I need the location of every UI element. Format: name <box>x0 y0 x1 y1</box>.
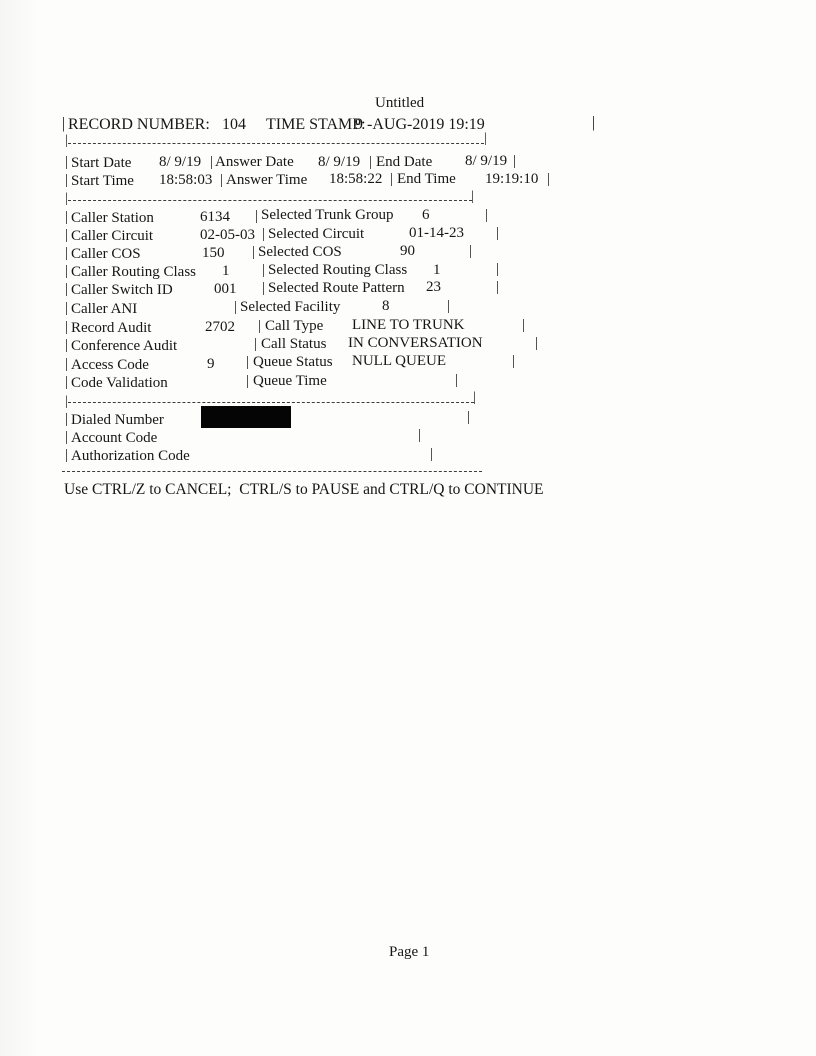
queue-status-label: Queue Status <box>253 354 333 370</box>
page-number: Page 1 <box>389 944 430 960</box>
caller-routing-class-label: Caller Routing Class <box>71 264 196 280</box>
caller-switch-id-value: 001 <box>214 281 237 297</box>
start-date-label: Start Date <box>71 155 132 171</box>
queue-time-label: Queue Time <box>253 373 327 389</box>
row-bar: | <box>65 154 69 170</box>
caller-switch-id-label: Caller Switch ID <box>71 282 173 298</box>
selected-cos-value: 90 <box>400 243 415 259</box>
separator-1-left-bar: | <box>65 133 68 148</box>
caller-routing-class-value: 1 <box>222 263 230 279</box>
col-bar: | <box>258 318 262 334</box>
scan-shadow <box>0 0 40 1056</box>
record-number-label: RECORD NUMBER: <box>68 116 210 133</box>
call-type-label: Call Type <box>265 318 324 334</box>
answer-date-label: Answer Date <box>215 154 294 170</box>
access-code-value: 9 <box>207 356 215 372</box>
separator-3-left-bar: | <box>65 394 68 409</box>
queue-status-value: NULL QUEUE <box>352 353 447 369</box>
answer-time-label: Answer Time <box>226 172 308 188</box>
col-bar: | <box>255 208 259 224</box>
authorization-code-label: Authorization Code <box>71 448 190 464</box>
answer-date-value: 8/ 9/19 <box>318 154 361 170</box>
dialed-number-label: Dialed Number <box>71 412 164 428</box>
conference-audit-label: Conference Audit <box>71 338 178 354</box>
row-bar: | <box>65 429 69 445</box>
row-end-bar: | <box>418 427 422 443</box>
row-bar: | <box>65 447 69 463</box>
row-bar: | <box>65 319 69 335</box>
col-bar: | <box>246 373 250 389</box>
record-audit-label: Record Audit <box>71 320 152 336</box>
row-bar: | <box>65 374 69 390</box>
caller-cos-label: Caller COS <box>71 246 141 262</box>
row-end-bar: | <box>535 335 539 351</box>
separator-1-right-bar: | <box>484 131 487 146</box>
row-end-bar: | <box>513 153 517 169</box>
selected-facility-label: Selected Facility <box>240 299 341 315</box>
col-bar: | <box>252 244 256 260</box>
row-end-bar: | <box>430 446 434 462</box>
row-end-bar: | <box>496 225 500 241</box>
end-time-label: End Time <box>397 171 456 187</box>
selected-cos-label: Selected COS <box>258 244 342 260</box>
separator-3-right-bar: | <box>473 390 476 405</box>
col-bar: | <box>246 354 250 370</box>
row-end-bar: | <box>522 317 526 333</box>
end-time-value: 19:19:10 <box>485 171 539 187</box>
end-date-label: End Date <box>376 154 433 170</box>
row-bar: | <box>65 245 69 261</box>
start-time-value: 18:58:03 <box>159 172 213 188</box>
selected-routing-class-value: 1 <box>433 262 441 278</box>
selected-facility-value: 8 <box>382 298 390 314</box>
row-end-bar: | <box>496 261 500 277</box>
separator-4 <box>62 471 482 472</box>
col-bar: | <box>234 299 238 315</box>
separator-2-left-bar: | <box>65 191 68 206</box>
document-title: Untitled <box>375 95 425 111</box>
selected-route-pattern-value: 23 <box>426 279 441 295</box>
selected-circuit-label: Selected Circuit <box>268 226 365 242</box>
selected-circuit-value: 01-14-23 <box>409 225 464 241</box>
row-end-bar: | <box>485 207 489 223</box>
caller-ani-label: Caller ANI <box>71 301 138 317</box>
row-end-bar: | <box>496 279 500 295</box>
code-validation-label: Code Validation <box>71 375 168 391</box>
call-status-value: IN CONVERSATION <box>348 335 483 351</box>
separator-2 <box>68 200 472 201</box>
caller-station-label: Caller Station <box>71 210 154 226</box>
record-number-value: 104 <box>222 116 246 133</box>
row-end-bar: | <box>467 409 471 425</box>
row-bar: | <box>65 300 69 316</box>
call-status-label: Call Status <box>261 336 327 352</box>
row-end-bar: | <box>512 353 516 369</box>
separator-1 <box>68 143 484 144</box>
record-audit-value: 2702 <box>205 319 235 335</box>
row-bar: | <box>65 172 69 188</box>
col-bar: | <box>210 154 214 170</box>
col-bar: | <box>369 154 373 170</box>
separator-3 <box>68 402 474 403</box>
selected-routing-class-label: Selected Routing Class <box>268 262 408 278</box>
start-date-value: 8/ 9/19 <box>159 154 202 170</box>
row-end-bar: | <box>547 171 551 187</box>
answer-time-value: 18:58:22 <box>329 171 383 187</box>
col-bar: | <box>262 262 266 278</box>
row-bar: | <box>65 209 69 225</box>
access-code-label: Access Code <box>71 357 149 373</box>
row-end-bar: | <box>447 298 451 314</box>
col-bar: | <box>254 336 258 352</box>
footer-instruction: Use CTRL/Z to CANCEL; CTRL/S to PAUSE and CTRL/Q to CONTINUE <box>64 481 544 498</box>
row-bar: | <box>65 227 69 243</box>
selected-route-pattern-label: Selected Route Pattern <box>268 280 405 296</box>
col-bar: | <box>220 172 224 188</box>
caller-station-value: 6134 <box>200 209 230 225</box>
timestamp-value: 9 -AUG-2019 19:19 <box>355 116 485 133</box>
row-end-bar: | <box>455 372 459 388</box>
row-bar: | <box>65 356 69 372</box>
row-bar: | <box>65 337 69 353</box>
row-bar: | <box>65 411 69 427</box>
caller-circuit-label: Caller Circuit <box>71 228 154 244</box>
call-type-value: LINE TO TRUNK <box>352 317 465 333</box>
redacted-dialed-number <box>201 406 291 428</box>
row-bar: | <box>65 281 69 297</box>
caller-circuit-value: 02-05-03 <box>200 227 255 243</box>
end-date-value: 8/ 9/19 <box>465 153 508 169</box>
record-header-bar: | <box>62 115 66 132</box>
caller-cos-value: 150 <box>202 245 225 261</box>
start-time-label: Start Time <box>71 173 134 189</box>
selected-trunk-group-value: 6 <box>422 207 430 223</box>
timestamp-label: TIME STAMP: <box>266 116 366 133</box>
separator-2-right-bar: | <box>471 189 474 204</box>
col-bar: | <box>262 280 266 296</box>
selected-trunk-group-label: Selected Trunk Group <box>261 207 394 223</box>
row-bar: | <box>65 263 69 279</box>
col-bar: | <box>390 171 394 187</box>
account-code-label: Account Code <box>71 430 158 446</box>
col-bar: | <box>262 226 266 242</box>
header-right-bar: | <box>592 114 596 131</box>
row-end-bar: | <box>469 243 473 259</box>
